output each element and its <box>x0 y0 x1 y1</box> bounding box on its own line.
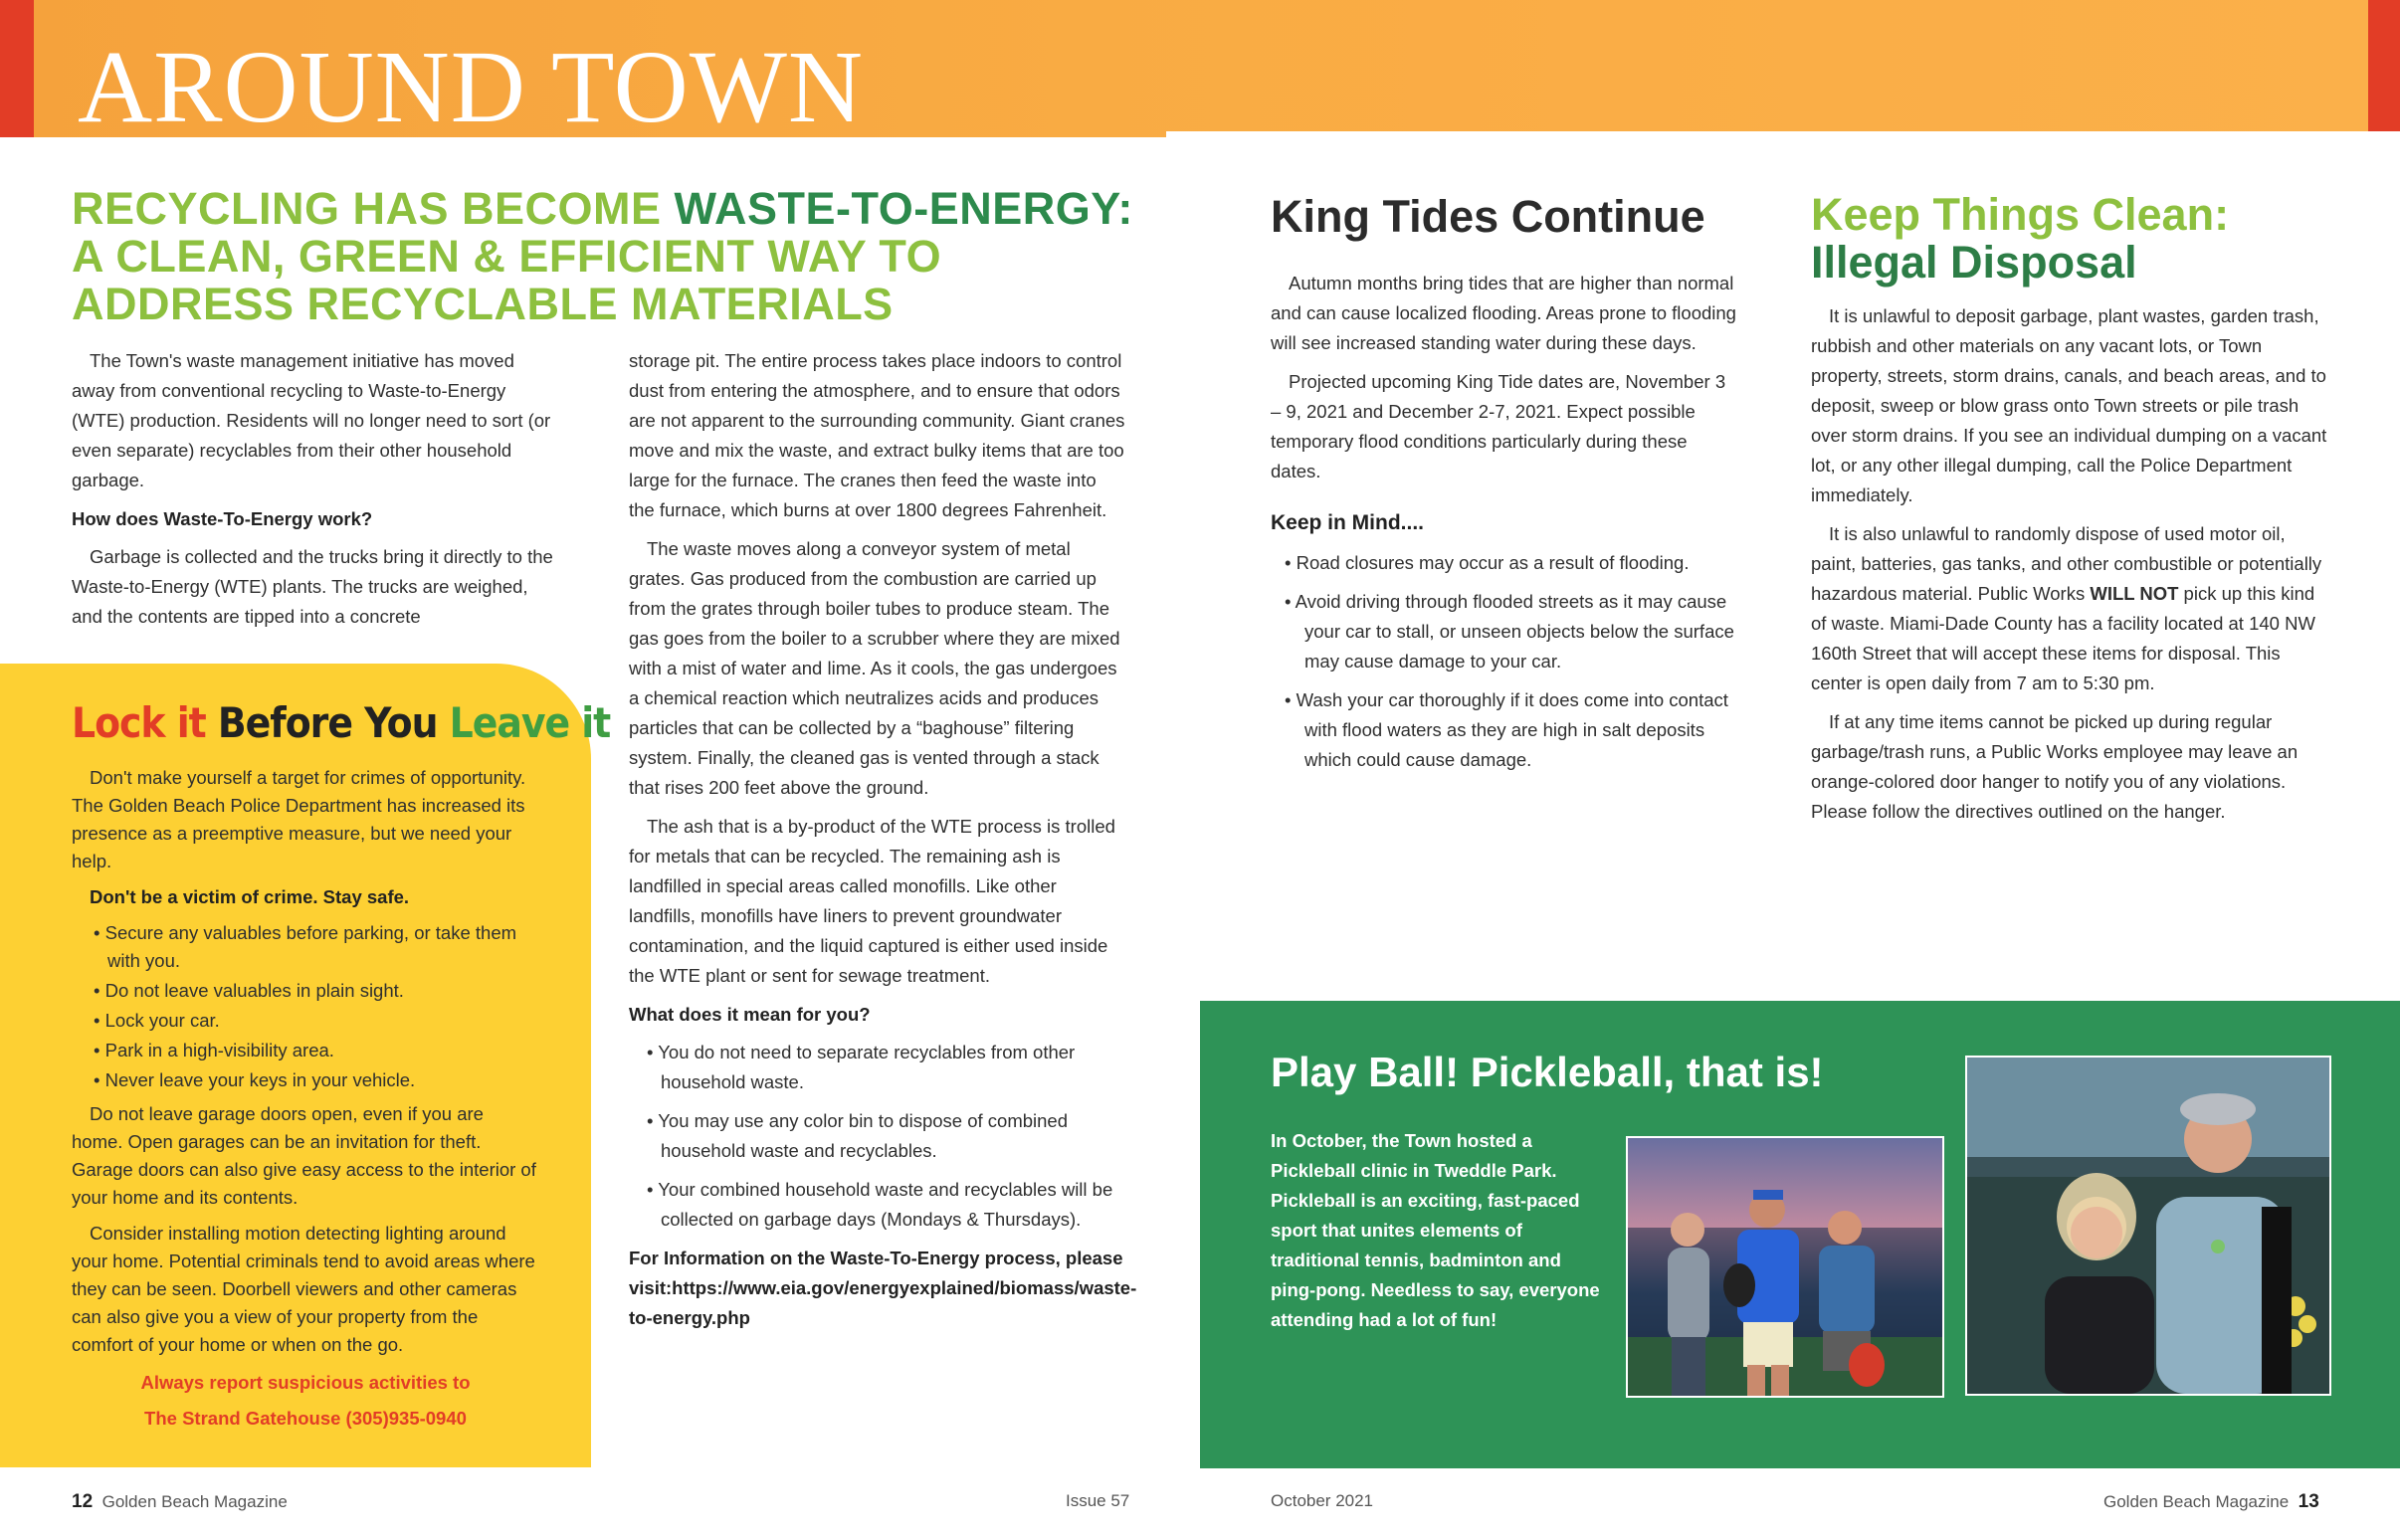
bullet-list <box>629 1038 1126 1235</box>
section-title: AROUND TOWN <box>78 30 865 144</box>
paragraph: Consider installing motion detecting lighting around your home. Potential criminals tend to avoid areas where they can be seen. Doorbell viewers and other cameras can also give you a view of your property from the comfort of your home or when on the go. <box>72 1223 535 1355</box>
recycling-column-1 <box>72 346 559 641</box>
king-tides-text <box>1271 269 1738 784</box>
headline-part-2: WASTE-TO-ENERGY: <box>674 183 1133 234</box>
paragraph <box>1811 519 2328 698</box>
list-item: • Secure any valuables before parking, or take them with you. <box>94 922 517 971</box>
paragraph: The Town's waste management initiative has moved away from conventional recycling to Waste-to-Energy (WTE) production. Residents will no longer need to sort (or even separate) recyclables from their other household garbage. <box>72 350 551 490</box>
banner-divider <box>1166 131 2400 139</box>
paragraph: The ash that is a by-product of the WTE process is trolled for metals that can be recycled. The remaining ash is landfilled in special areas called monofills. Like other landfills, monofills have liners to prevent groundwater contamination, and the liquid captured is either used inside the WTE plant or sent for sewage treatment. <box>629 816 1115 986</box>
king-tides-title: King Tides Continue <box>1271 191 1705 242</box>
list-item: • You do not need to separate recyclables from other household waste. <box>647 1042 1076 1092</box>
group-photo-image <box>1628 1138 1942 1396</box>
bullet-list <box>1271 548 1738 775</box>
text-run: It is also unlawful to randomly dispose of used motor oil, paint, batteries, gas tanks, and other combustible or potentially hazardous material. Public Works <box>1811 523 2322 604</box>
paragraph: Do not leave garage doors open, even if you are home. Open garages can be an invitation for theft. Garage doors can also give easy access to the interior of your home and its contents. <box>72 1103 536 1208</box>
footer-right <box>2103 1492 2319 1512</box>
paragraph: If at any time items cannot be picked up during regular garbage/trash runs, a Public Works employee may leave an orange-colored door hanger to notify you of any violations. Please follow the directives outlined on the hanger. <box>1811 711 2299 822</box>
list-item: • Wash your car thoroughly if it does come into contact with flood waters as they are high in salt deposits which could cause damage. <box>1285 689 1728 770</box>
list-item: • Your combined household waste and recyclables will be collected on garbage days (Mondays & Thursdays). <box>647 1179 1113 1230</box>
issue-date: October 2021 <box>1271 1491 1374 1510</box>
title-word-lock: Lock it <box>72 698 206 747</box>
subheading: What does it mean for you? <box>629 1004 871 1025</box>
lock-it-text <box>72 764 539 1441</box>
keep-clean-text <box>1811 301 2328 836</box>
paragraph: Garbage is collected and the trucks bring it directly to the Waste-to-Energy (WTE) plants. The trucks are weighed, and the contents are tipped into a concrete <box>72 546 553 627</box>
list-item: • Do not leave valuables in plain sight. <box>94 980 404 1001</box>
bullet-list <box>72 919 539 1094</box>
pickleball-couple-photo <box>1965 1056 2331 1396</box>
pickleball-title: Play Ball! Pickleball, that is! <box>1271 1049 1824 1095</box>
subheading: Don't be a victim of crime. Stay safe. <box>90 886 410 907</box>
list-item: • Lock your car. <box>94 1010 220 1031</box>
magazine-name: Golden Beach Magazine <box>2103 1492 2290 1511</box>
pickleball-group-photo <box>1626 1136 1944 1398</box>
report-line-2: The Strand Gatehouse (305)935-0940 <box>144 1408 467 1429</box>
page-number: 12 <box>72 1491 94 1512</box>
text-run: pick up this kind of waste. Miami-Dade County has a facility located at 140 NW 160th Street that will accept these items for disposal. This center is open daily from 7 am to 5:30 pm. <box>1811 583 2315 693</box>
issue-number: Issue 57 <box>1066 1491 1130 1510</box>
paragraph: Don't make yourself a target for crimes of opportunity. The Golden Beach Police Department has increased its presence as a preemptive measure, but we need your help. <box>72 767 526 871</box>
pickleball-text: In October, the Town hosted a Pickleball clinic in Tweddle Park. Pickleball is an exciting, fast-paced sport that unites elements of traditional tennis, badminton and ping-pong. Needless to say, everyone attending had a lot of fun! <box>1271 1130 1600 1330</box>
list-item: • Road closures may occur as a result of flooding. <box>1285 552 1690 573</box>
paragraph: The waste moves along a conveyor system of metal grates. Gas produced from the combustion are carried up from the grates through boiler tubes to produce steam. The gas goes from the boiler to a scrubber where they are mixed with a mist of water and lime. As it cools, the gas undergoes a chemical reaction which neutralizes acids and produces particles that can be collected by a “baghouse” filtering system. Finally, the cleaned gas is vented through a stack that rises 200 feet above the ground. <box>629 538 1120 798</box>
paragraph: Autumn months bring tides that are higher than normal and can cause localized flooding. Areas prone to flooding will see increased standing water during these days. <box>1271 273 1736 353</box>
magazine-name: Golden Beach Magazine <box>101 1492 288 1511</box>
headline-part-1: RECYCLING HAS BECOME <box>72 183 675 234</box>
subheading: Keep in Mind.... <box>1271 511 1425 534</box>
page-number: 13 <box>2298 1491 2319 1512</box>
couple-photo-image <box>1967 1058 2329 1394</box>
recycling-headline <box>72 185 1146 328</box>
lock-it-title <box>72 694 610 752</box>
footer-left <box>72 1492 288 1512</box>
paragraph: It is unlawful to deposit garbage, plant wastes, garden trash, rubbish and other materials on any vacant lots, or Town property, streets, storm drains, canals, and beach areas, and to deposit, sweep or blow grass onto Town streets or pile trash over storm drains. If you see an individual dumping on a vacant lot, or any other illegal dumping, call the Police Department immediately. <box>1811 305 2327 505</box>
paragraph: storage pit. The entire process takes place indoors to control dust from entering the atmosphere, and to ensure that odors are not apparent to the surrounding community. Giant cranes move and mix the waste, and extract bulky items that are too large for the furnace. The cranes then feed the waste into the furnace, which burns at over 1800 degrees Fahrenheit. <box>629 350 1125 520</box>
title-word-before: Before You <box>205 698 450 747</box>
headline-part-3: A CLEAN, GREEN & EFFICIENT WAY TO ADDRESS RECYCLABLE MATERIALS <box>72 231 942 329</box>
recycling-column-2 <box>629 346 1137 1342</box>
subheading: How does Waste-To-Energy work? <box>72 508 373 529</box>
list-item: • Park in a high-visibility area. <box>94 1040 334 1060</box>
banner-accent-right <box>2368 0 2400 137</box>
emphasis: WILL NOT <box>2090 583 2179 604</box>
list-item: • You may use any color bin to dispose of combined household waste and recyclables. <box>647 1110 1068 1161</box>
list-item: • Never leave your keys in your vehicle. <box>94 1069 416 1090</box>
title-line-1: Keep Things Clean: <box>1811 189 2230 240</box>
keep-clean-title <box>1811 191 2328 287</box>
info-link-text: For Information on the Waste-To-Energy process, please visit:https://www.eia.gov/energyexplained/biomass/waste-to-energy.php <box>629 1248 1137 1328</box>
banner-accent-left <box>0 0 34 137</box>
list-item: • Avoid driving through flooded streets as it may cause your car to stall, or unseen objects below the surface may cause damage to your car. <box>1285 591 1734 672</box>
paragraph: Projected upcoming King Tide dates are, November 3 – 9, 2021 and December 2-7, 2021. Expect possible temporary flood conditions particularly during these dates. <box>1271 371 1726 481</box>
title-line-2: Illegal Disposal <box>1811 237 2137 288</box>
title-word-leave: Leave it <box>449 698 611 747</box>
report-line-1: Always report suspicious activities to <box>140 1372 471 1393</box>
